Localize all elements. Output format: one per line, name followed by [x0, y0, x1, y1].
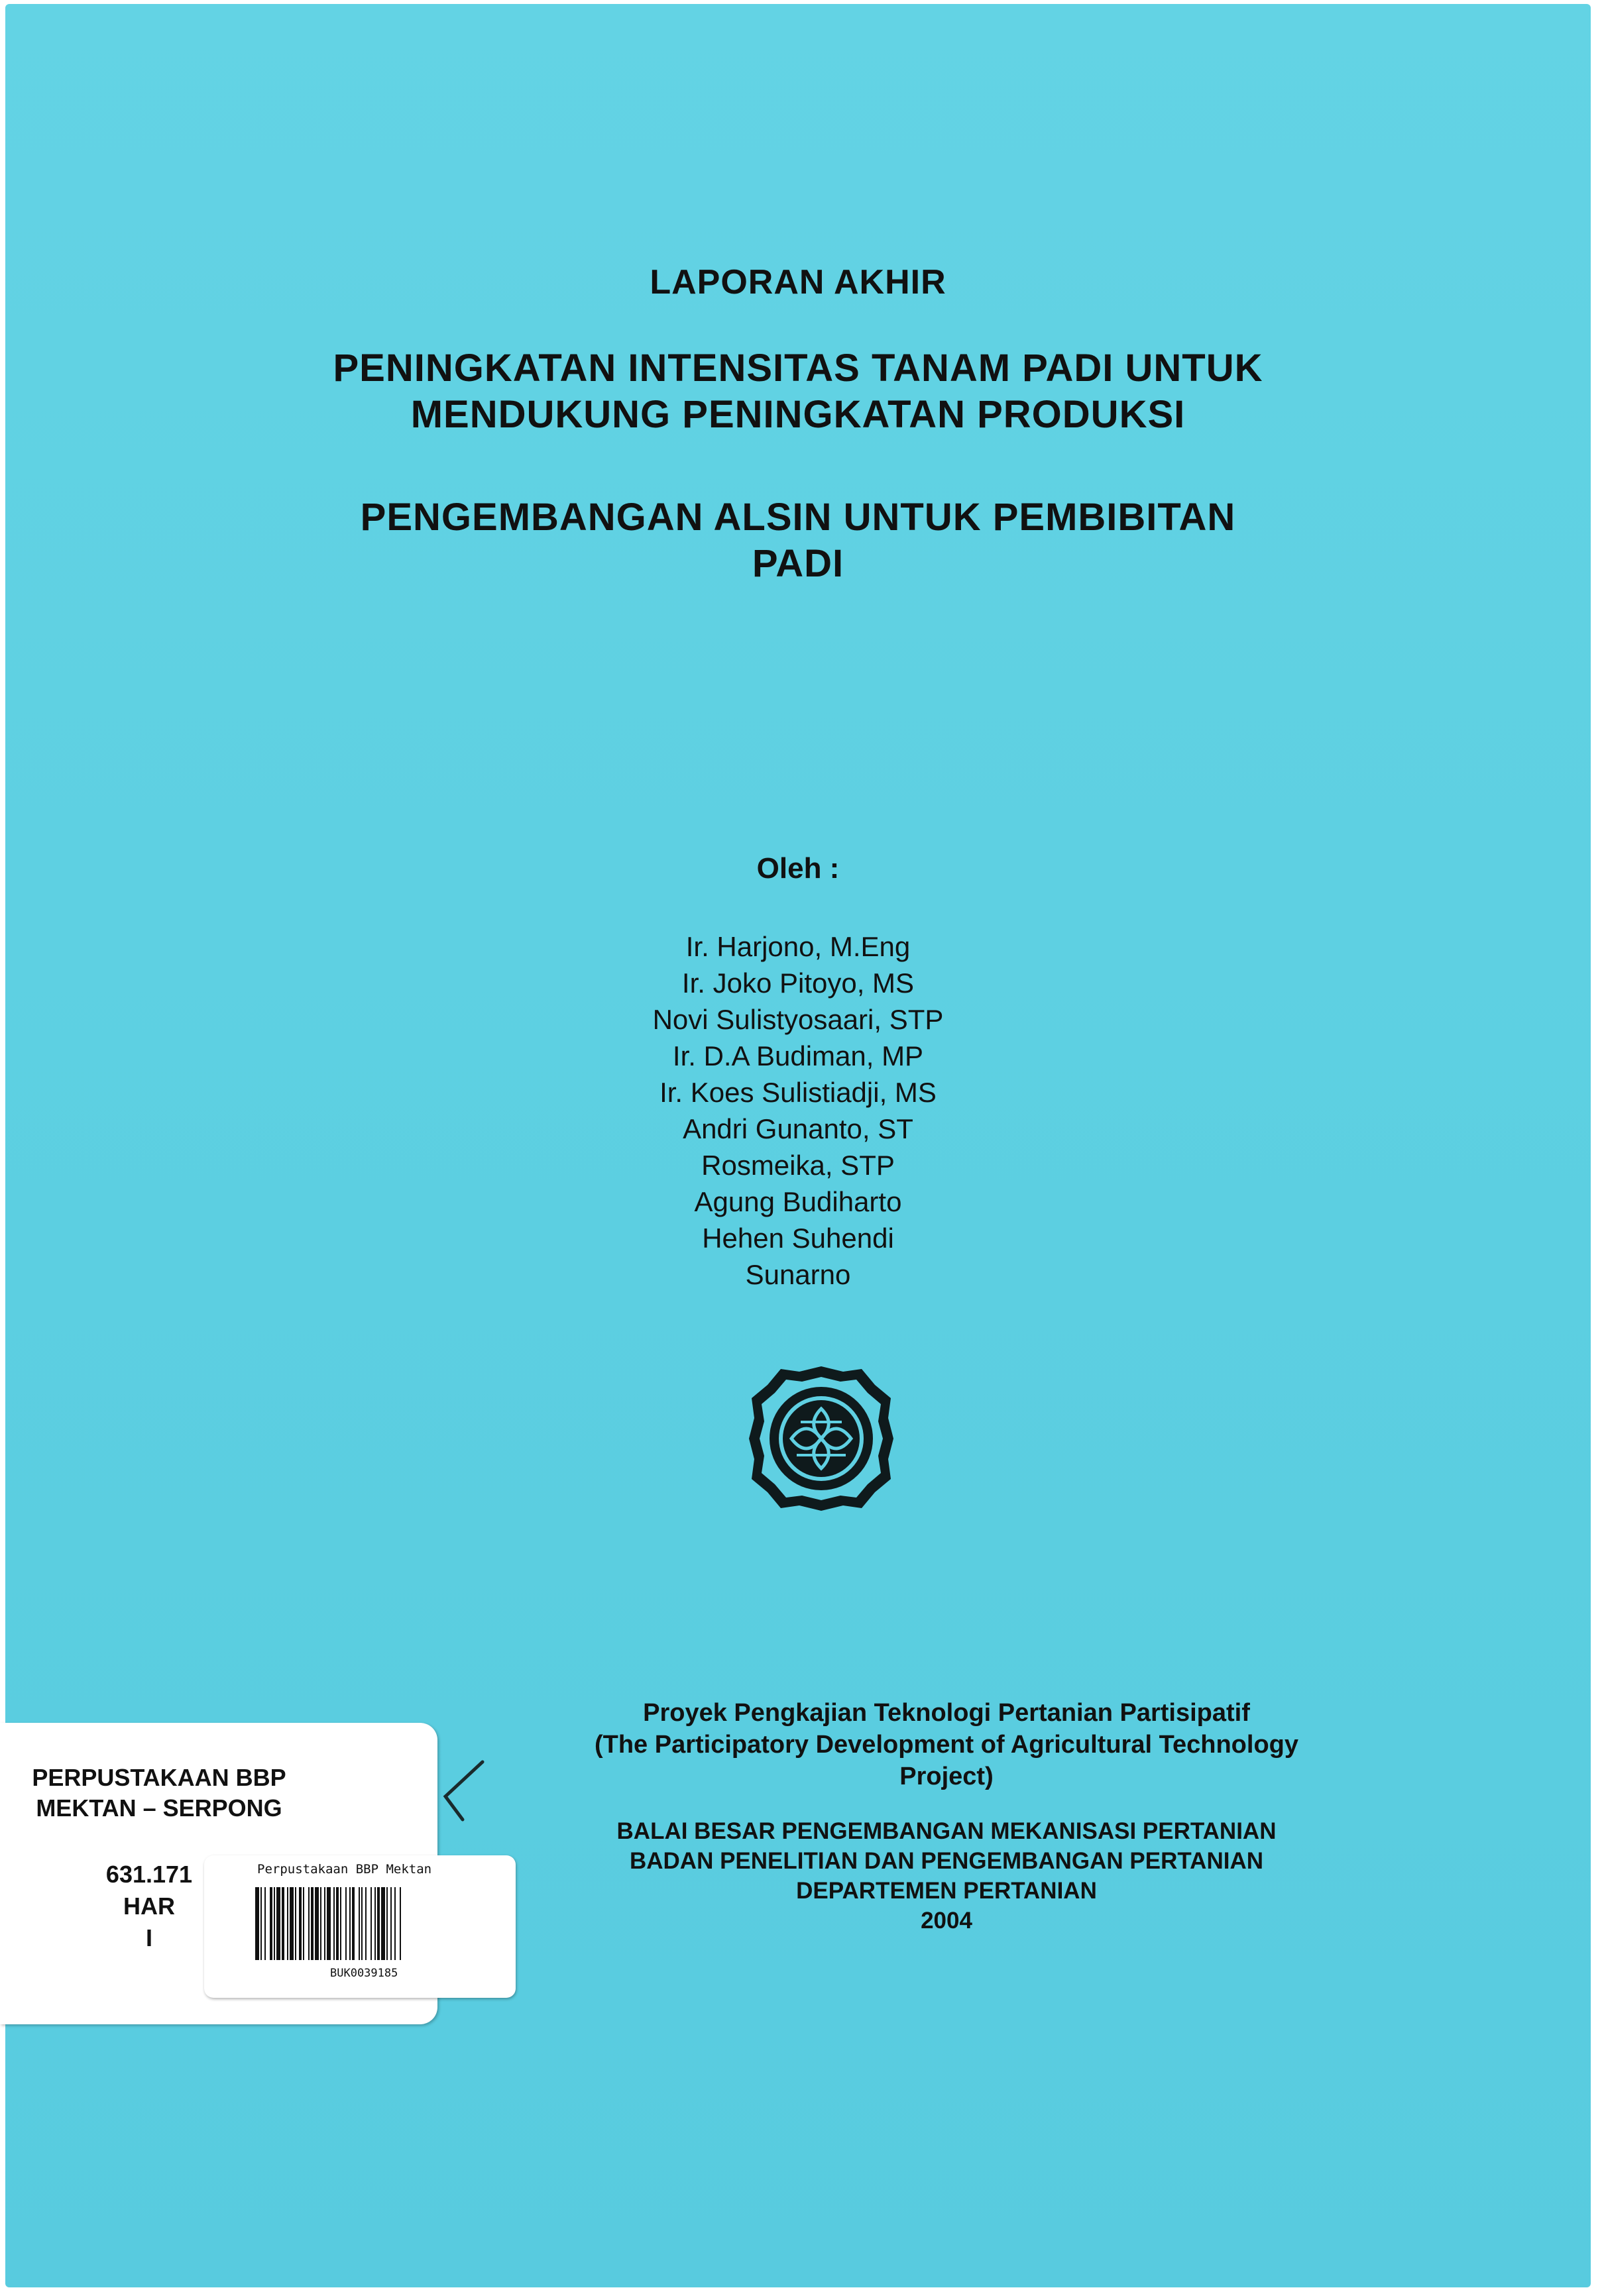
barcode-bar [327, 1887, 331, 1960]
barcode-bar [349, 1887, 351, 1960]
call-number-line: I [145, 1924, 152, 1951]
author-name: Ir. Koes Sulistiadji, MS [659, 1077, 937, 1108]
title-line: PENINGKATAN INTENSITAS TANAM PADI UNTUK [333, 347, 1263, 390]
publication-year: 2004 [921, 1908, 972, 1934]
barcode-bar [359, 1887, 360, 1960]
author-name: Andri Gunanto, ST [683, 1113, 913, 1144]
barcode-bar [390, 1887, 392, 1960]
barcode-label [204, 1855, 516, 1998]
barcode-bar [295, 1887, 296, 1960]
barcode-bar [282, 1887, 284, 1960]
barcode-number: BUK0039185 [330, 1967, 398, 1980]
barcode-bar [303, 1887, 304, 1960]
institution-block [529, 1816, 1364, 1936]
project-line: (The Participatory Development of Agricultural Technology [594, 1731, 1299, 1759]
barcode-bar [290, 1887, 294, 1960]
call-number-line: 631.171 [105, 1861, 193, 1888]
institution-line: BALAI BESAR PENGEMBANGAN MEKANISASI PERTANIAN [616, 1818, 1277, 1844]
institution-line: DEPARTEMEN PERTANIAN [796, 1878, 1097, 1904]
barcode-bar [400, 1887, 401, 1960]
barcode-bar [270, 1887, 272, 1960]
call-number [86, 1859, 212, 1954]
author-name: Ir. D.A Budiman, MP [672, 1040, 924, 1071]
barcode-bar [324, 1887, 325, 1960]
author-name: Novi Sulistyosaari, STP [652, 1004, 944, 1035]
author-name: Ir. Joko Pitoyo, MS [681, 967, 915, 999]
barcode-bar [320, 1887, 321, 1960]
author-name: Sunarno [745, 1259, 851, 1290]
barcode-bar [371, 1887, 372, 1960]
barcode-bar [276, 1887, 280, 1960]
barcode-bar [361, 1887, 363, 1960]
barcode-title: Perpustakaan BBP Mektan [257, 1862, 432, 1877]
barcode-bar [308, 1887, 310, 1960]
author-name: Hehen Suhendi [702, 1223, 894, 1254]
ministry-emblem-icon [745, 1362, 897, 1515]
barcode-icon [254, 1887, 502, 1960]
project-line: Project) [899, 1763, 994, 1790]
author-name: Agung Budiharto [694, 1186, 902, 1217]
barcode-bar [394, 1887, 396, 1960]
project-line: Proyek Pengkajian Teknologi Pertanian Partisipatif [643, 1699, 1250, 1727]
library-name-line: MEKTAN – SERPONG [36, 1794, 282, 1822]
call-number-line: HAR [123, 1892, 175, 1920]
barcode-bar [340, 1887, 341, 1960]
pen-mark-icon [436, 1757, 489, 1830]
barcode-bar [260, 1887, 262, 1960]
barcode-bar [255, 1887, 259, 1960]
barcode-bar [381, 1887, 385, 1960]
barcode-bar [374, 1887, 376, 1960]
institution-line: BADAN PENELITIAN DAN PENGEMBANGAN PERTANIAN [629, 1848, 1264, 1874]
library-name-line: PERPUSTAKAAN BBP [32, 1764, 286, 1791]
barcode-bar [274, 1887, 275, 1960]
report-type: LAPORAN AKHIR [650, 263, 946, 301]
subtitle-line: PADI [752, 542, 844, 585]
subtitle-line: PENGEMBANGAN ALSIN UNTUK PEMBIBITAN [360, 496, 1236, 539]
report-title [5, 345, 1591, 438]
barcode-bar [311, 1887, 314, 1960]
title-line: MENDUKUNG PENINGKATAN PRODUKSI [410, 393, 1186, 436]
oleh-label: Oleh : [756, 852, 840, 885]
barcode-bar [365, 1887, 367, 1960]
report-subtitle [5, 494, 1591, 587]
barcode-bar [315, 1887, 319, 1960]
barcode-bar [264, 1887, 266, 1960]
project-name [529, 1697, 1364, 1792]
barcode-bar [386, 1887, 388, 1960]
barcode-bar [352, 1887, 355, 1960]
barcode-bar [345, 1887, 347, 1960]
barcode-bar [287, 1887, 288, 1960]
barcode-bar [333, 1887, 335, 1960]
author-list [5, 928, 1591, 1293]
library-name [7, 1763, 312, 1824]
author-name: Rosmeika, STP [701, 1150, 895, 1181]
author-name: Ir. Harjono, M.Eng [685, 931, 911, 962]
barcode-bar [299, 1887, 302, 1960]
barcode-bar [377, 1887, 380, 1960]
barcode-bar [336, 1887, 339, 1960]
